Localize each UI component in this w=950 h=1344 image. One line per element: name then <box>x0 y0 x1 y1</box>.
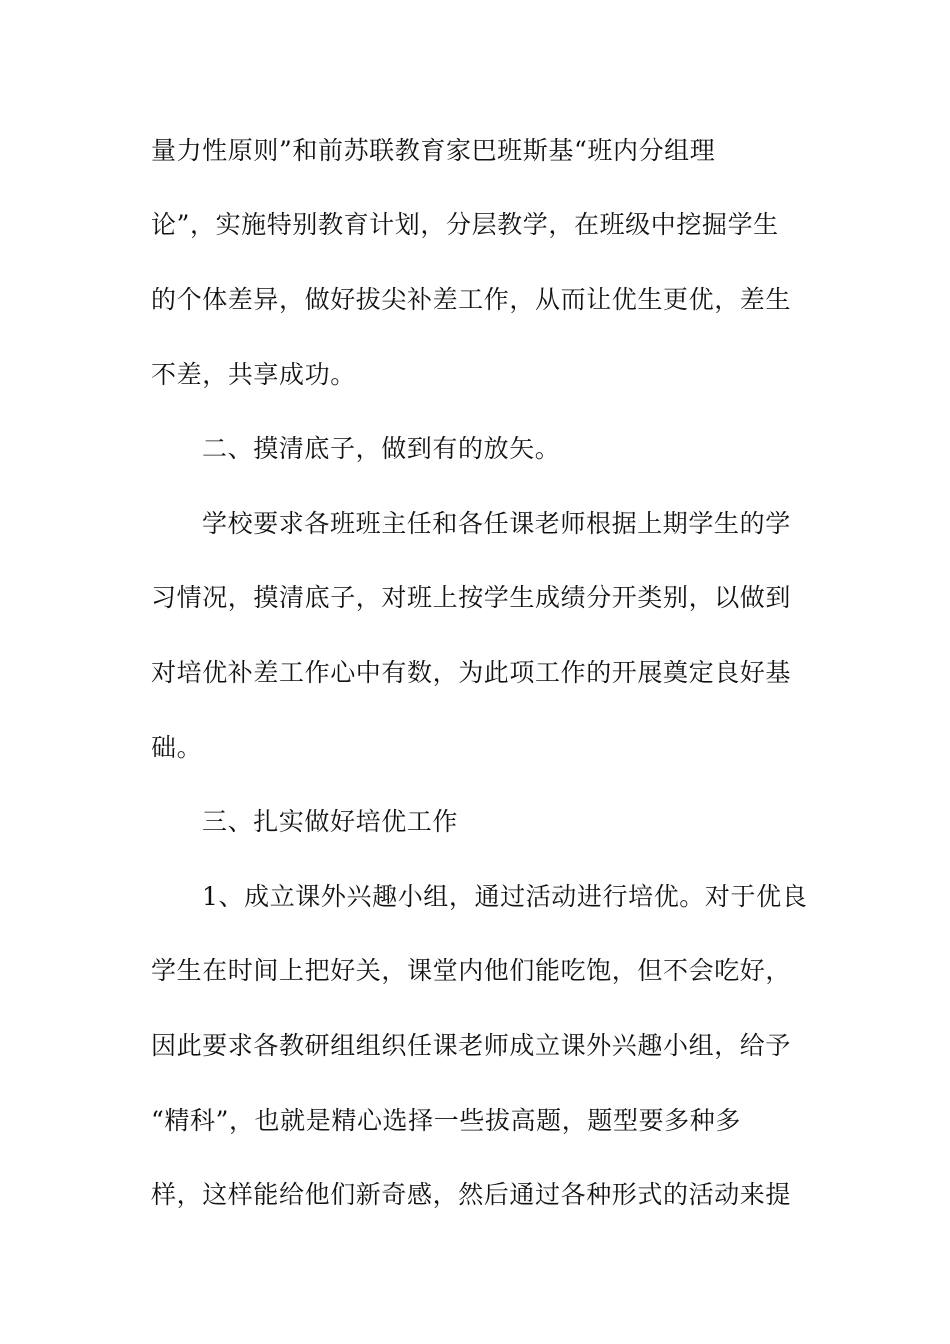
text-line: 样，这样能给他们新奇感，然后通过各种形式的活动来提 <box>151 1180 792 1209</box>
text-line: 习情况，摸清底子，对班上按学生成绩分开类别，以做到 <box>151 583 792 612</box>
text-line: 学校要求各班班主任和各任课老师根据上期学生的学 <box>202 509 791 538</box>
text-line: 对培优补差工作心中有数，为此项工作的开展奠定良好基 <box>151 658 792 687</box>
section-heading: 二、摸清底子，做到有的放矢。 <box>202 434 561 463</box>
text-line: 学生在时间上把好关，课堂内他们能吃饱，但不会吃好， <box>151 956 792 985</box>
text-line: 因此要求各教研组组织任课老师成立课外兴趣小组，给予 <box>151 1031 792 1060</box>
text-line: 不差，共享成功。 <box>151 360 356 389</box>
text-line: 量力性原则”和前苏联教育家巴班斯基“班内分组理 <box>151 136 716 165</box>
section-heading: 三、扎实做好培优工作 <box>202 807 459 836</box>
text-line: 1、成立课外兴趣小组，通过活动进行培优。对于优良 <box>202 882 808 911</box>
text-line: “精科”，也就是精心选择一些拔高题，题型要多种多 <box>151 1106 741 1135</box>
text-line: 论”，实施特别教育计划，分层教学，在班级中挖掘学生 <box>151 210 779 239</box>
text-line: 础。 <box>151 733 203 762</box>
text-line: 的个体差异，做好拔尖补差工作，从而让优生更优，差生 <box>151 285 792 314</box>
